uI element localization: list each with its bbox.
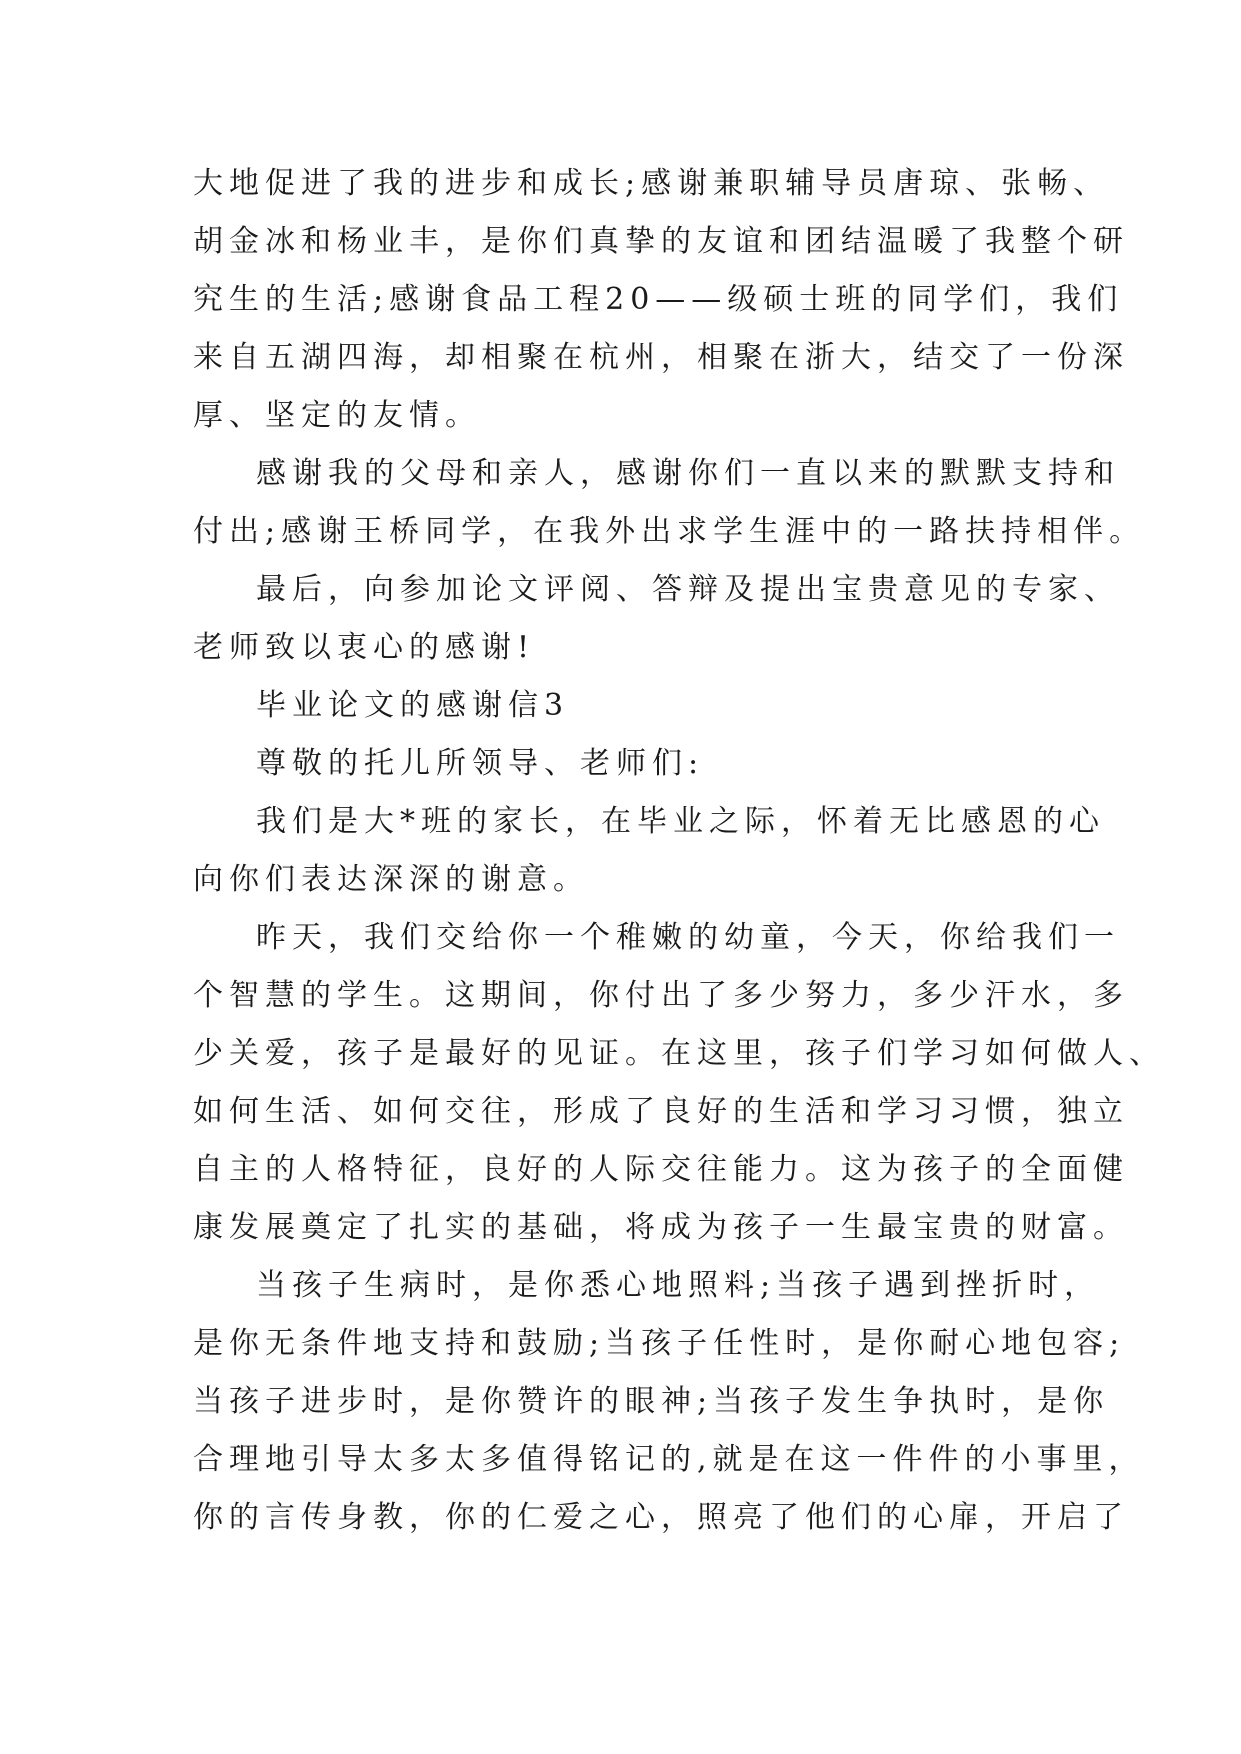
text-line: 当孩子进步时，是你赞许的眼神;当孩子发生争执时，是你 [193,1384,1110,1419]
text-line: 究生的生活;感谢食品工程20——级硕士班的同学们，我们 [193,282,1124,317]
text-line: 胡金冰和杨业丰，是你们真挚的友谊和团结温暖了我整个研 [193,224,1129,259]
paragraph-start: 昨天，我们交给你一个稚嫩的幼童，今天，你给我们一 [256,920,1120,955]
text-line: 康发展奠定了扎实的基础，将成为孩子一生最宝贵的财富。 [193,1210,1129,1245]
text-line: 自主的人格特征，良好的人际交往能力。这为孩子的全面健 [193,1152,1129,1187]
text-line: 你的言传身教，你的仁爱之心，照亮了他们的心扉，开启了 [193,1500,1129,1535]
paragraph-start: 我们是大*班的家长，在毕业之际，怀着无比感恩的心 [256,804,1105,839]
paragraph-start: 当孩子生病时，是你悉心地照料;当孩子遇到挫折时， [256,1268,1101,1303]
text-line: 付出;感谢王桥同学，在我外出求学生涯中的一路扶持相伴。 [193,514,1146,549]
section-title: 毕业论文的感谢信3 [256,688,570,723]
text-line: 厚、坚定的友情。 [193,398,481,433]
text-line: 向你们表达深深的谢意。 [193,862,589,897]
text-line: 是你无条件地支持和鼓励;当孩子任性时，是你耐心地包容; [193,1326,1126,1361]
paragraph-start: 感谢我的父母和亲人，感谢你们一直以来的默默支持和 [256,456,1120,491]
text-line: 来自五湖四海，却相聚在杭州，相聚在浙大，结交了一份深 [193,340,1129,375]
text-line: 少关爱，孩子是最好的见证。在这里，孩子们学习如何做人、 [193,1036,1165,1071]
text-line: 如何生活、如何交往，形成了良好的生活和学习习惯，独立 [193,1094,1129,1129]
text-line: 个智慧的学生。这期间，你付出了多少努力，多少汗水，多 [193,978,1129,1013]
paragraph-start: 最后，向参加论文评阅、答辩及提出宝贵意见的专家、 [256,572,1120,607]
text-line: 老师致以衷心的感谢! [193,630,536,665]
text-line: 合理地引导太多太多值得铭记的,就是在这一件件的小事里， [193,1442,1145,1477]
text-line: 大地促进了我的进步和成长;感谢兼职辅导员唐琼、张畅、 [193,166,1110,201]
salutation: 尊敬的托儿所领导、老师们: [256,746,705,781]
